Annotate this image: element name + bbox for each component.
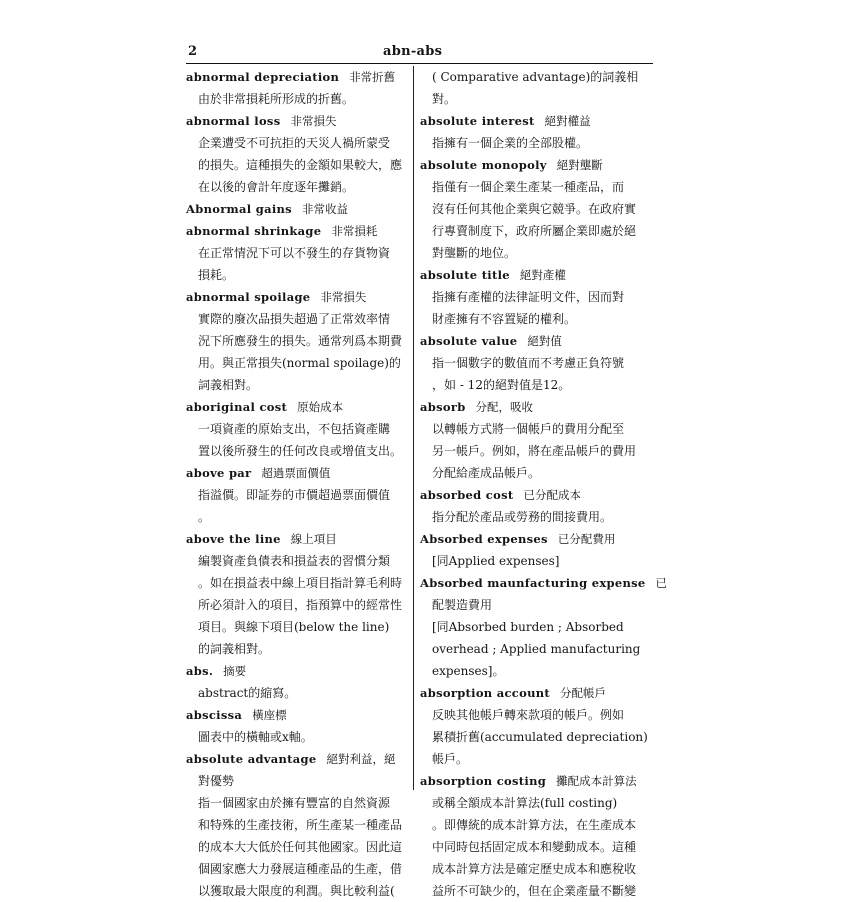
definition-line: 。 xyxy=(198,510,211,524)
headword: absorb xyxy=(420,400,466,414)
headword: abnormal loss xyxy=(186,114,281,128)
headword: absolute advantage xyxy=(186,752,317,766)
running-head: abn-abs xyxy=(383,44,443,59)
entry-heading xyxy=(186,396,408,418)
left-column xyxy=(186,66,408,902)
definition-line: 圖表中的橫軸或x軸。 xyxy=(198,730,313,744)
definition-line: 指溢價。即証券的市價超過票面價值 xyxy=(198,488,391,502)
definition-line: 用。與正常損失(normal spoilage)的 xyxy=(198,356,401,370)
definition-line: 對壟斷的地位。 xyxy=(432,246,517,260)
definition-line: 財產擁有不容置疑的權利。 xyxy=(432,312,577,326)
headword: above par xyxy=(186,466,252,480)
headword: absolute interest xyxy=(420,114,535,128)
definition-line: ，如 - 12的絕對值是12。 xyxy=(432,378,571,392)
entry-heading xyxy=(186,110,408,132)
dictionary-entry xyxy=(420,154,656,264)
definition-line: 配製造費用 xyxy=(432,598,493,612)
headword: above the line xyxy=(186,532,281,546)
definition-line: 損耗。 xyxy=(198,268,235,282)
definition-line: 詞義相對。 xyxy=(198,378,259,392)
headword: Absorbed maunfacturing expense xyxy=(420,576,646,590)
headword: abs. xyxy=(186,664,214,678)
dictionary-entry xyxy=(186,528,408,660)
entry-heading xyxy=(420,528,656,550)
entry-heading xyxy=(420,330,656,352)
definition-line: 累積折舊(accumulated depreciation) xyxy=(432,730,648,744)
definition-line: [同Absorbed burden ; Absorbed xyxy=(432,620,624,634)
headword: absorption costing xyxy=(420,774,547,788)
definition-line: 以獲取最大限度的利潤。與比較利益( xyxy=(198,884,395,898)
entry-heading xyxy=(186,198,408,220)
headword: abnormal spoilage xyxy=(186,290,311,304)
translation: 原始成本 xyxy=(297,400,344,414)
translation: 攤配成本計算法 xyxy=(556,774,637,788)
translation: 已分配費用 xyxy=(557,532,616,546)
dictionary-entry xyxy=(420,682,656,770)
entry-heading xyxy=(186,286,408,308)
entry-heading xyxy=(186,66,408,88)
definition-line: 指一個數字的數值而不考慮正負符號 xyxy=(432,356,625,370)
translation: 非常損失 xyxy=(290,114,337,128)
entry-heading xyxy=(420,484,656,506)
headword: abnormal shrinkage xyxy=(186,224,322,238)
dictionary-entry xyxy=(420,264,656,330)
entry-heading xyxy=(420,572,668,594)
headword: aboriginal cost xyxy=(186,400,288,414)
definition-line: 指分配於產品或勞務的間接費用。 xyxy=(432,510,613,524)
translation: 分配，吸收 xyxy=(475,400,534,414)
definition-line: 對優勢 xyxy=(198,774,235,788)
entry-heading xyxy=(420,682,656,704)
dictionary-entry xyxy=(420,396,656,484)
definition-line: 。如在損益表中線上項目指計算毛利時 xyxy=(198,576,403,590)
dictionary-entry xyxy=(186,220,408,286)
dictionary-entry xyxy=(420,484,656,528)
definition-line: 和特殊的生產技術，所生產某一種產品 xyxy=(198,818,403,832)
definition-line: overhead ; Applied manufacturing xyxy=(432,642,641,656)
definition-line: 項目。與線下項目(below the line) xyxy=(198,620,390,634)
entry-heading xyxy=(420,154,656,176)
page-number: 2 xyxy=(188,44,198,59)
dictionary-entry xyxy=(186,660,408,704)
definition-line: 實際的廢次品損失超過了正常效率情 xyxy=(198,312,391,326)
dictionary-entry xyxy=(186,66,408,110)
definition-line: 企業遭受不可抗拒的天災人禍所蒙受 xyxy=(198,136,391,150)
definition-line: 指擁有一個企業的全部股權。 xyxy=(432,136,589,150)
definition-line: 的詞義相對。 xyxy=(198,642,271,656)
definition-line: 另一帳戶。例如，將在產品帳戶的費用 xyxy=(432,444,637,458)
dictionary-entry xyxy=(420,110,656,154)
definition-line: 中同時包括固定成本和變動成本。這種 xyxy=(432,840,637,854)
dictionary-entry xyxy=(186,704,408,748)
dictionary-entry xyxy=(420,528,656,572)
dictionary-entry xyxy=(186,462,408,528)
entry-heading xyxy=(186,660,408,682)
dictionary-entry xyxy=(420,330,656,396)
definition-line: 分配給產成品帳戶。 xyxy=(432,466,541,480)
dictionary-entry xyxy=(420,572,668,682)
right-column xyxy=(420,66,668,902)
dictionary-entry xyxy=(186,748,408,902)
translation: 絕對利益，絕 xyxy=(326,752,396,766)
definition-line: 況下所應發生的損失。通常列爲本期費 xyxy=(198,334,403,348)
header-rule xyxy=(186,63,653,64)
definition-line: 在正常情況下可以不發生的存貨物資 xyxy=(198,246,391,260)
definition-line: 反映其他帳戶轉來款項的帳戶。例如 xyxy=(432,708,625,722)
entry-heading xyxy=(420,396,656,418)
definition-line: 指擁有產權的法律証明文件，因而對 xyxy=(432,290,625,304)
headword: absolute value xyxy=(420,334,518,348)
definition-line: expenses]。 xyxy=(432,664,505,678)
headword: absorbed cost xyxy=(420,488,514,502)
translation: 非常損耗 xyxy=(331,224,378,238)
definition-line: 在以後的會計年度逐年攤銷。 xyxy=(198,180,355,194)
translation: 已 xyxy=(655,576,668,590)
entry-heading xyxy=(420,110,656,132)
translation: 線上項目 xyxy=(290,532,337,546)
translation: 摘要 xyxy=(223,664,247,678)
headword: abscissa xyxy=(186,708,243,722)
dictionary-entry xyxy=(420,770,656,902)
headword: absolute monopoly xyxy=(420,158,547,172)
definition-line: 指一個國家由於擁有豐富的自然資源 xyxy=(198,796,391,810)
definition-line: ( Comparative advantage)的詞義相 xyxy=(432,70,639,84)
translation: 絕對壟斷 xyxy=(556,158,603,172)
entry-heading xyxy=(186,704,408,726)
definition-line: 編製資產負債表和損益表的習慣分類 xyxy=(198,554,391,568)
definition-line: 的損失。這種損失的金額如果較大，應 xyxy=(198,158,403,172)
definition-line: 以轉帳方式將一個帳戶的費用分配至 xyxy=(432,422,625,436)
definition-line: 由於非常損耗所形成的折舊。 xyxy=(198,92,355,106)
translation: 絕對產權 xyxy=(519,268,566,282)
translation: 絕對權益 xyxy=(544,114,591,128)
definition-line: 。即傳統的成本計算方法，在生產成本 xyxy=(432,818,637,832)
translation: 絕對值 xyxy=(527,334,562,348)
definition-line: 指僅有一個企業生產某一種產品，而 xyxy=(432,180,625,194)
dictionary-entry xyxy=(186,110,408,198)
definition-line: abstract的縮寫。 xyxy=(198,686,297,700)
entry-heading xyxy=(186,462,408,484)
headword: Absorbed expenses xyxy=(420,532,548,546)
definition-line: 的成本大大低於任何其他國家。因此這 xyxy=(198,840,403,854)
definition-line: 對。 xyxy=(432,92,457,106)
definition-line: 沒有任何其他企業與它競爭。在政府實 xyxy=(432,202,637,216)
entry-heading xyxy=(186,528,408,550)
dictionary-entry xyxy=(186,198,408,220)
translation: 超過票面價值 xyxy=(261,466,331,480)
dictionary-entry xyxy=(186,396,408,462)
definition-line: 所必須計入的項目，指預算中的經常性 xyxy=(198,598,403,612)
translation: 非常折舊 xyxy=(349,70,396,84)
definition-line: 益所不可缺少的，但在企業產量不斷變 xyxy=(432,884,637,898)
definition-line: 一項資產的原始支出，不包括資產購 xyxy=(198,422,391,436)
headword: abnormal depreciation xyxy=(186,70,340,84)
translation: 非常收益 xyxy=(301,202,348,216)
headword: absolute title xyxy=(420,268,510,282)
headword: Abnormal gains xyxy=(186,202,292,216)
entry-heading xyxy=(420,770,656,792)
dictionary-entry xyxy=(186,286,408,396)
translation: 已分配成本 xyxy=(523,488,581,502)
definition-line: 行專賣制度下，政府所屬企業即處於絕 xyxy=(432,224,637,238)
definition-line: 帳戶。 xyxy=(432,752,469,766)
column-divider xyxy=(413,66,414,790)
definition-line: 置以後所發生的任何改良或增值支出。 xyxy=(198,444,403,458)
dictionary-entry xyxy=(420,66,656,110)
translation: 非常損失 xyxy=(320,290,367,304)
headword: absorption account xyxy=(420,686,551,700)
definition-line: [同Applied expenses] xyxy=(432,554,560,568)
entry-heading xyxy=(186,748,408,770)
definition-line: 成本計算方法是確定歷史成本和應稅收 xyxy=(432,862,637,876)
definition-line: 或稱全額成本計算法(full costing) xyxy=(432,796,618,810)
entry-heading xyxy=(420,264,656,286)
translation: 橫座標 xyxy=(252,708,287,722)
translation: 分配帳戶 xyxy=(560,686,607,700)
definition-line: 個國家應大力發展這種產品的生產，借 xyxy=(198,862,403,876)
entry-heading xyxy=(186,220,408,242)
